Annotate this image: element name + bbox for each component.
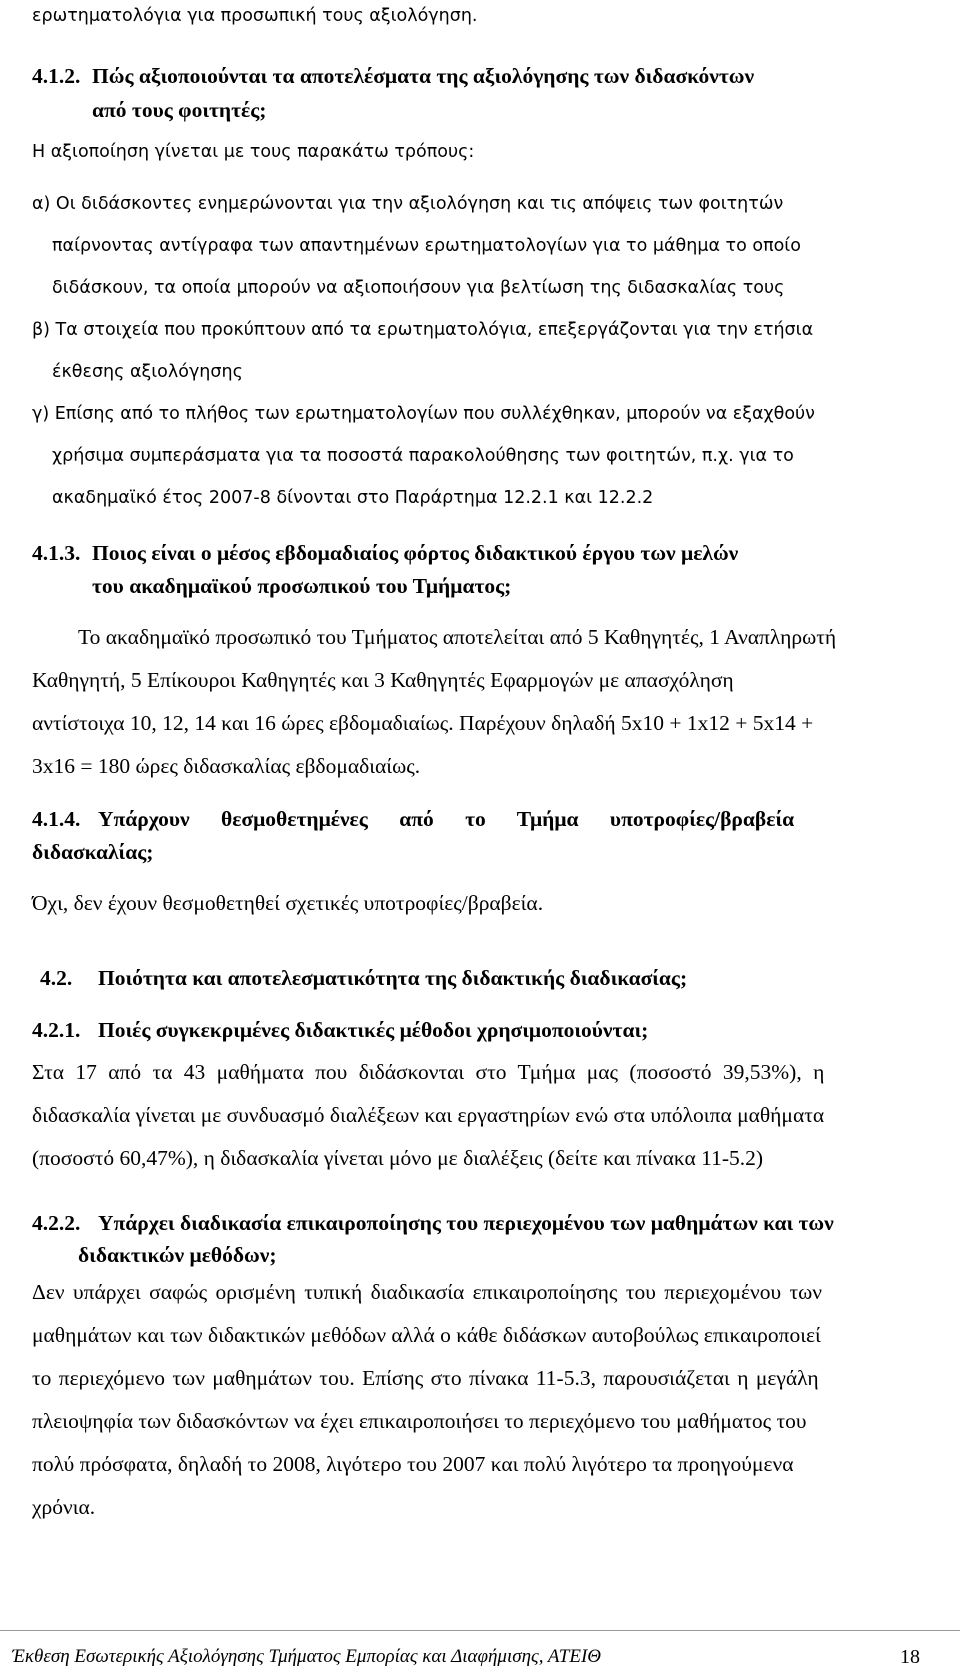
section-title-line: από τους φοιτητές; [92,98,267,122]
section-number: 4.1.4. [32,807,81,831]
paragraph-line: Στα 17 από τα 43 μαθήματα που διδάσκονται στο Τμήμα μας (ποσοστό 39,53%), η [32,1060,825,1084]
paragraph-line: Η αξιοποίηση γίνεται με τους παρακάτω τρόπους: [32,142,475,162]
section-number: 4.2.2. [32,1211,81,1235]
paragraph-line: Καθηγητή, 5 Επίκουροι Καθηγητές και 3 Καθηγητές Εφαρμογών με απασχόληση [32,668,734,692]
paragraph-line: το περιεχόμενο των μαθημάτων του. Επίσης στο πίνακα 11-5.3, παρουσιάζεται η μεγάλη [32,1366,819,1390]
footer-divider [0,1630,960,1631]
list-item-a-line: παίρνοντας αντίγραφα των απαντημένων ερωτηματολογίων για το μάθημα το οποίο [52,236,801,256]
list-item-c-line: γ) Επίσης από το πλήθος των ερωτηματολογίων που συλλέχθηκαν, μπορούν να εξαχθούν [32,404,815,424]
list-item-b-line: έκθεσης αξιολόγησης [52,362,243,382]
section-number: 4.1.3. [32,541,81,565]
paragraph-line: 3x16 = 180 ώρες διδασκαλίας εβδομαδιαίως. [32,754,421,778]
list-item-a-line: διδάσκουν, τα οποία μπορούν να αξιοποιήσουν για βελτίωση της διδασκαλίας τους [52,278,785,298]
list-item-b-line: β) Τα στοιχεία που προκύπτουν από τα ερωτηματολόγια, επεξεργάζονται για την ετήσια [32,320,814,340]
paragraph-line: αντίστοιχα 10, 12, 14 και 16 ώρες εβδομαδιαίως. Παρέχουν δηλαδή 5x10 + 1x12 + 5x14 + [32,711,814,735]
section-title-line: Ποιότητα και αποτελεσματικότητα της διδακτικής διαδικασίας; [98,966,688,990]
paragraph-line: διδασκαλία γίνεται με συνδυασμό διαλέξεων και εργαστηρίων ενώ στα υπόλοιπα μαθήματα [32,1103,825,1127]
section-number: 4.2.1. [32,1018,81,1042]
list-item-a-line: α) Οι διδάσκοντες ενημερώνονται για την αξιολόγηση και τις απόψεις των φοιτητών [32,194,784,214]
paragraph-line: μαθημάτων και των διδακτικών μεθόδων αλλά ο κάθε διδάσκων αυτοβούλως επικαιροποιεί [32,1323,821,1347]
page-number: 18 [900,1646,920,1668]
list-item-c-line: χρήσιμα συμπεράσματα για τα ποσοστά παρακολούθησης των φοιτητών, π.χ. για το [52,446,794,466]
top-fragment-line: ερωτηματολόγια για προσωπική τους αξιολόγηση. [32,6,478,26]
paragraph-line: Όχι, δεν έχουν θεσμοθετηθεί σχετικές υποτροφίες/βραβεία. [32,891,544,915]
section-number: 4.1.2. [32,64,81,88]
section-title-line: διδασκαλίας; [32,840,154,864]
paragraph-line: πολύ πρόσφατα, δηλαδή το 2008, λιγότερο του 2007 και πολύ λιγότερο τα προηγούμενα [32,1452,794,1476]
section-title-line: Πώς αξιοποιούνται τα αποτελέσματα της αξιολόγησης των διδασκόντων [92,64,755,88]
section-title-line: Ποιος είναι ο μέσος εβδομαδιαίος φόρτος διδακτικού έργου των μελών [92,541,739,565]
section-title-line: Υπάρχουν θεσμοθετημένες από το Τμήμα υποτροφίες/βραβεία [98,807,795,831]
footer-text: Έκθεση Εσωτερικής Αξιολόγησης Τμήματος Εμπορίας και Διαφήμισης, ΑΤΕΙΘ [12,1646,602,1667]
paragraph-line: χρόνια. [32,1495,96,1519]
list-item-c-line: ακαδημαϊκό έτος 2007-8 δίνονται στο Παράρτημα 12.2.1 και 12.2.2 [52,488,654,508]
paragraph-line: πλειοψηφία των διδασκόντων να έχει επικαιροποιήσει το περιεχόμενο του μαθήματος του [32,1409,807,1433]
section-number: 4.2. [40,966,73,990]
section-title-line: διδακτικών μεθόδων; [78,1243,277,1267]
section-title-line: Ποιές συγκεκριμένες διδακτικές μέθοδοι χρησιμοποιούνται; [98,1018,649,1042]
paragraph-line: Δεν υπάρχει σαφώς ορισμένη τυπική διαδικασία επικαιροποίησης του περιεχομένου των [32,1280,823,1304]
section-title-line: του ακαδημαϊκού προσωπικού του Τμήματος; [92,574,512,598]
paragraph-line: (ποσοστό 60,47%), η διδασκαλία γίνεται μόνο με διαλέξεις (δείτε και πίνακα 11-5.2) [32,1146,764,1170]
section-title-line: Υπάρχει διαδικασία επικαιροποίησης του περιεχομένου των μαθημάτων και των [98,1211,834,1235]
paragraph-line: Το ακαδημαϊκό προσωπικό του Τμήματος αποτελείται από 5 Καθηγητές, 1 Αναπληρωτή [78,625,837,649]
